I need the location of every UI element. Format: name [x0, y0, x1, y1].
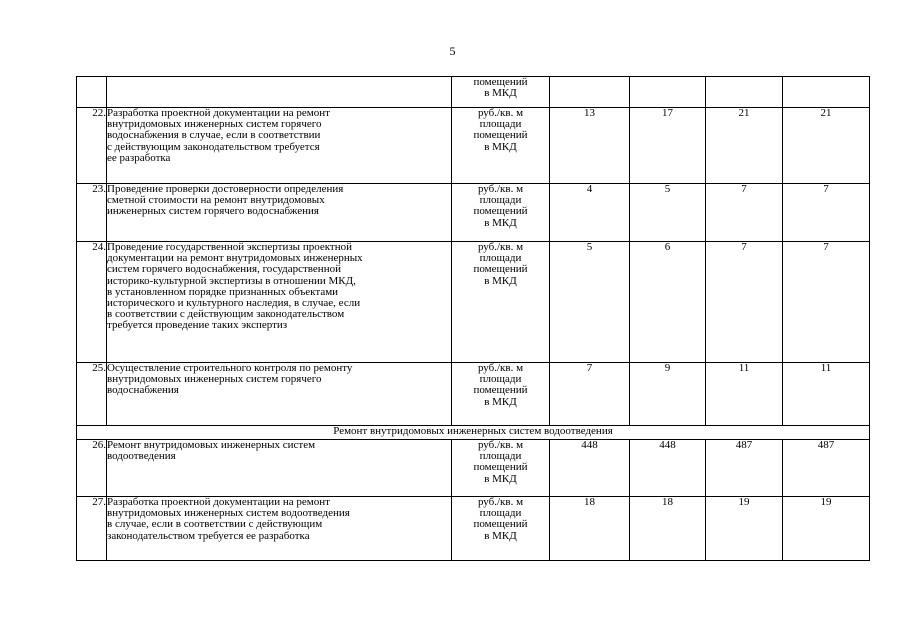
value-cell: 17: [630, 108, 706, 184]
description-line: водоснабжения в случае, если в соответствии: [107, 129, 321, 142]
value-cell: 7: [783, 242, 870, 363]
unit-line: в МКД: [484, 472, 517, 485]
value-cell: [550, 77, 630, 108]
value-cell: [630, 77, 706, 108]
description-line: водоснабжения: [107, 384, 179, 397]
value-cell: 11: [706, 363, 783, 426]
table-row: [77, 440, 870, 497]
description-line: Осуществление строительного контроля по ремонту: [107, 362, 353, 374]
unit-line: в МКД: [484, 140, 517, 153]
value-cell: 448: [550, 440, 630, 497]
value-cell: 7: [783, 184, 870, 242]
value-cell: 21: [783, 108, 870, 184]
value-cell: 7: [706, 242, 783, 363]
unit-line: помещений: [473, 129, 528, 142]
unit-line: помещений: [473, 205, 528, 218]
description-cell: [107, 77, 452, 108]
unit-line: руб./кв. м: [477, 241, 524, 253]
unit-line: площади: [479, 373, 522, 386]
row-number-cell: 26.: [77, 440, 107, 497]
description-cell: [107, 363, 452, 426]
unit-cell: [452, 108, 550, 184]
row-number-cell: 25.: [77, 363, 107, 426]
unit-line: в МКД: [484, 395, 517, 408]
section-header-row: [77, 426, 870, 440]
section-title: Ремонт внутридомовых инженерных систем водоотведения: [77, 426, 870, 440]
description-line: внутридомовых инженерных систем горячего: [107, 118, 322, 131]
description-line: Ремонт внутридомовых инженерных систем: [107, 439, 316, 451]
row-number-cell: 27.: [77, 497, 107, 561]
value-cell: 21: [706, 108, 783, 184]
unit-line: помещений: [473, 461, 528, 474]
unit-line: в МКД: [484, 529, 517, 542]
description-line: Разработка проектной документации на ремонт: [107, 107, 330, 119]
unit-cell: [452, 497, 550, 561]
description-line: историко-культурной экспертизы в отношении МКД,: [107, 274, 356, 287]
unit-line: в МКД: [484, 216, 517, 229]
description-line: с действующим законодательством требуется: [107, 140, 320, 153]
description-line: Разработка проектной документации на ремонт: [107, 496, 330, 508]
value-cell: [706, 77, 783, 108]
value-cell: 19: [706, 497, 783, 561]
table-row: [77, 184, 870, 242]
description-line: в случае, если в соответствии с действующим: [107, 518, 323, 531]
unit-cell: [452, 440, 550, 497]
value-cell: 448: [630, 440, 706, 497]
unit-line: помещений: [473, 76, 528, 88]
unit-cell: [452, 77, 550, 108]
description-line: законодательством требуется ее разработка: [107, 529, 310, 542]
table-row: [77, 497, 870, 561]
unit-line: в МКД: [484, 274, 517, 287]
page-number: 5: [449, 44, 456, 58]
value-cell: 6: [630, 242, 706, 363]
unit-line: площади: [479, 507, 522, 520]
unit-cell: [452, 242, 550, 363]
description-line: сметной стоимости на ремонт внутридомовых: [107, 194, 325, 207]
unit-line: площади: [479, 194, 522, 207]
description-line: ее разработка: [107, 151, 171, 164]
description-line: инженерных систем горячего водоснабжения: [107, 205, 319, 218]
description-line: внутридомовых инженерных систем горячего: [107, 373, 322, 386]
description-cell: [107, 108, 452, 184]
table-body: [77, 77, 870, 561]
unit-line: руб./кв. м: [477, 496, 524, 508]
value-cell: 4: [550, 184, 630, 242]
unit-line: руб./кв. м: [477, 362, 524, 374]
description-cell: [107, 184, 452, 242]
unit-line: руб./кв. м: [477, 107, 524, 119]
description-cell: [107, 497, 452, 561]
unit-cell: [452, 184, 550, 242]
unit-line: площади: [479, 450, 522, 463]
unit-line: площади: [479, 118, 522, 131]
description-cell: [107, 440, 452, 497]
row-number-cell: 22.: [77, 108, 107, 184]
table-row: [77, 242, 870, 363]
unit-cell: [452, 363, 550, 426]
table-row: [77, 363, 870, 426]
description-line: внутридомовых инженерных систем водоотведения: [107, 507, 350, 520]
unit-line: площади: [479, 252, 522, 265]
tariff-table: [76, 76, 870, 561]
value-cell: 13: [550, 108, 630, 184]
unit-line: помещений: [473, 518, 528, 531]
value-cell: 18: [630, 497, 706, 561]
value-cell: 7: [550, 363, 630, 426]
unit-line: руб./кв. м: [477, 183, 524, 195]
table-row: [77, 108, 870, 184]
description-line: требуется проведение таких экспертиз: [107, 319, 288, 332]
value-cell: 5: [630, 184, 706, 242]
value-cell: 487: [706, 440, 783, 497]
value-cell: 9: [630, 363, 706, 426]
value-cell: 11: [783, 363, 870, 426]
value-cell: 7: [706, 184, 783, 242]
row-number-cell: 23.: [77, 184, 107, 242]
description-line: Проведение государственной экспертизы проектной: [107, 241, 353, 253]
description-line: исторического и культурного наследия, в случае, если: [107, 297, 361, 310]
description-line: Проведение проверки достоверности определения: [107, 183, 344, 195]
value-cell: 18: [550, 497, 630, 561]
value-cell: 487: [783, 440, 870, 497]
unit-line: руб./кв. м: [477, 439, 524, 451]
description-cell: [107, 242, 452, 363]
row-number-cell: 24.: [77, 242, 107, 363]
description-line: в установленном порядке признанных объектами: [107, 285, 339, 298]
unit-line: помещений: [473, 384, 528, 397]
unit-line: помещений: [473, 263, 528, 276]
description-line: документации на ремонт внутридомовых инженерных: [107, 252, 363, 265]
unit-line: в МКД: [484, 87, 517, 100]
value-cell: 5: [550, 242, 630, 363]
table-row-continuation: [77, 77, 870, 108]
description-line: в соответствии с действующим законодательством: [107, 308, 345, 321]
row-number-cell: [77, 77, 107, 108]
value-cell: [783, 77, 870, 108]
description-line: водоотведения: [107, 450, 176, 463]
value-cell: 19: [783, 497, 870, 561]
description-line: систем горячего водоснабжения, государственной: [107, 263, 341, 276]
